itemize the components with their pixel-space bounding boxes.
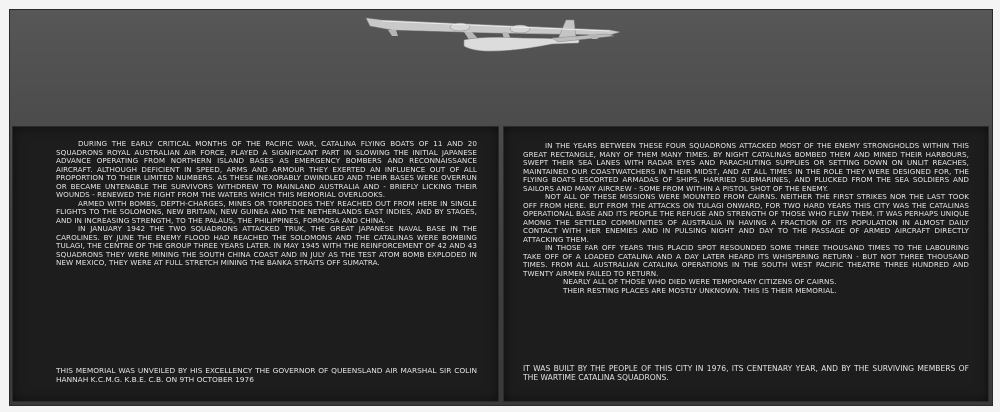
plaque-paragraph: ARMED WITH BOMBS, DEPTH-CHARGES, MINES OR TORPEDOES THEY REACHED OUT FROM HERE IN SINGLE FLIGHTS TO THE SOLOMONS, NEW BRITAIN, NEW GUINEA AND THE NETHERLANDS EAST INDIES, AND BY STAGES, AND IN INCREASING STRENGTH, TO THE PALAUS, THE PHILIPPINES, FORMOSA AND CHINA. xyxy=(56,198,477,225)
left-plaque-text xyxy=(12,126,499,402)
plaque-paragraph: IN THE YEARS BETWEEN THESE FOUR SQUADRONS ATTACKED MOST OF THE ENEMY STRONGHOLDS WITHIN THIS GREAT RECTANGLE, MANY OF THEM MANY TIMES. BY NIGHT CATALINAS BOMBED THEM AND MINED THEIR HARBOURS, SWEPT THEIR SEA LANES WITH RADAR EYES AND PARACHUTING SUPPLIES OR SETTING DOWN ON UNLIT REACHES, MAINTAINED OUR COASTWATCHERS IN THEIR MIDST, AND AT ALL TIMES IN THE ROLE THEY WERE DESIGNED FOR, THE FLYING BOATS ESCORTED ARMADAS OF SHIPS, HARRIED SUBMARINES, AND PLUCKED FROM THE SEA SOLDIERS AND SAILORS AND MANY AIRCREW - SOME FROM WITHIN A PISTOL SHOT OF THE ENEMY. xyxy=(523,141,969,193)
plaque-paragraph: THEIR RESTING PLACES ARE MOSTLY UNKNOWN. THIS IS THEIR MEMORIAL. xyxy=(563,285,837,295)
right-plaque-footer xyxy=(523,364,969,383)
plaque-paragraph: NOT ALL OF THESE MISSIONS WERE MOUNTED FROM CAIRNS. NEITHER THE FIRST STRIKES NOR THE LAST TOOK OFF FROM HERE. BUT FROM THE ATTACKS ON TULAGI ONWARD, FOR TWO HARD YEARS THIS CITY WAS THE CATALINAS OPERATIONAL BASE AND ITS PEOPLE THE REFUGE AND STRENGTH OF THOSE WHO FLEW THEM. IT WAS PERHAPS UNIQUE AMONG THE SETTLED COMMUNITIES OF AUSTRALIA IN HAVING A FRACTION OF ITS POPULATION IN ALMOST DAILY CONTACT WITH HER ENEMIES AND IN PULSING NIGHT AND DAY TO THE PASSAGE OF ARMED AIRCRAFT DIRECTLY ATTACKING THEM. xyxy=(523,192,969,244)
dedication-inscription: IT WAS BUILT BY THE PEOPLE OF THIS CITY IN 1976, ITS CENTENARY YEAR, AND BY THE SURVIVING MEMBERS OF THE WARTIME CATALINA SQUADRONS. xyxy=(523,364,969,383)
plaque-paragraph: NEARLY ALL OF THOSE WHO DIED WERE TEMPORARY CITIZENS OF CAIRNS. xyxy=(563,277,837,286)
plaque-paragraph: IN JANUARY 1942 THE TWO SQUADRONS ATTACKED TRUK, THE GREAT JAPANESE NAVAL BASE IN THE CAROLINES. BY JUNE THE ENEMY FLOOD HAD REACHED THE SOLOMONS AND THE CATALINAS WERE BOMBING TULAGI, THE CENTRE OF THE GROUP THREE YEARS LATER. IN MAY 1945 WITH THE REINFORCEMENT OF 42 AND 43 SQUADRONS THEY WERE MINING THE SOUTH CHINA COAST AND IN JULY AS THE TEST ATOM BOMB EXPLODED IN NEW MEXICO, THEY WERE AT FULL STRETCH MINING THE BANKA STRAITS OFF SUMATRA. xyxy=(56,224,477,267)
plaque-paragraph: IN THOSE FAR OFF YEARS THIS PLACID SPOT RESOUNDED SOME THREE THOUSAND TIMES TO THE LABOURING TAKE OFF OF A LOADED CATALINA AND A DAY LATER HEARD ITS WHISPERING RETURN - BUT NOT THREE THOUSAND TIMES. FROM ALL AUSTRALIAN CATALINA OPERATIONS IN THE SOUTH WEST PACIFIC THEATRE THREE HUNDRED AND TWENTY AIRMEN FAILED TO RETURN. xyxy=(523,243,969,278)
right-plaque-text xyxy=(503,126,989,402)
catalina-flying-boat-sculpture xyxy=(352,8,624,58)
left-plaque-footer xyxy=(56,366,477,384)
left-plaque xyxy=(12,126,499,402)
right-plaque xyxy=(503,126,989,402)
unveiling-inscription: THIS MEMORIAL WAS UNVEILED BY HIS EXCELLENCY THE GOVERNOR OF QUEENSLAND AIR MARSHAL SIR COLIN HANNAH K.C.M.G. K.B.E. C.B. ON 9TH OCTOBER 1976 xyxy=(56,366,477,384)
plaque-paragraph: DURING THE EARLY CRITICAL MONTHS OF THE PACIFIC WAR, CATALINA FLYING BOATS OF 11 AND 20 SQUADRONS ROYAL AUSTRALIAN AIR FORCE, PLAYED A SIGNIFICANT PART IN SLOWING THE INITIAL JAPANESE ADVANCE OPERATING FROM NORTHERN ISLAND BASES AS EMERGENCY BOMBERS AND RECONNAISSANCE AIRCRAFT. ALTHOUGH DEFICIENT IN SPEED, ARMS AND ARMOUR THEY EXERTED AN INFLUENCE OUT OF ALL PROPORTION TO THEIR LIMITED NUMBERS. AS THESE INEXORABLY DWINDLED AND THEIR BASES WERE OVERRUN OR BECAME UNTENABLE THE SURVIVORS WITHDREW TO MAINLAND AUSTRALIA AND - BRIEFLY LICKING THEIR WOUNDS - RENEWED THE FIGHT FROM THE WATERS WHICH THIS MEMORIAL OVERLOOKS. xyxy=(56,139,477,199)
